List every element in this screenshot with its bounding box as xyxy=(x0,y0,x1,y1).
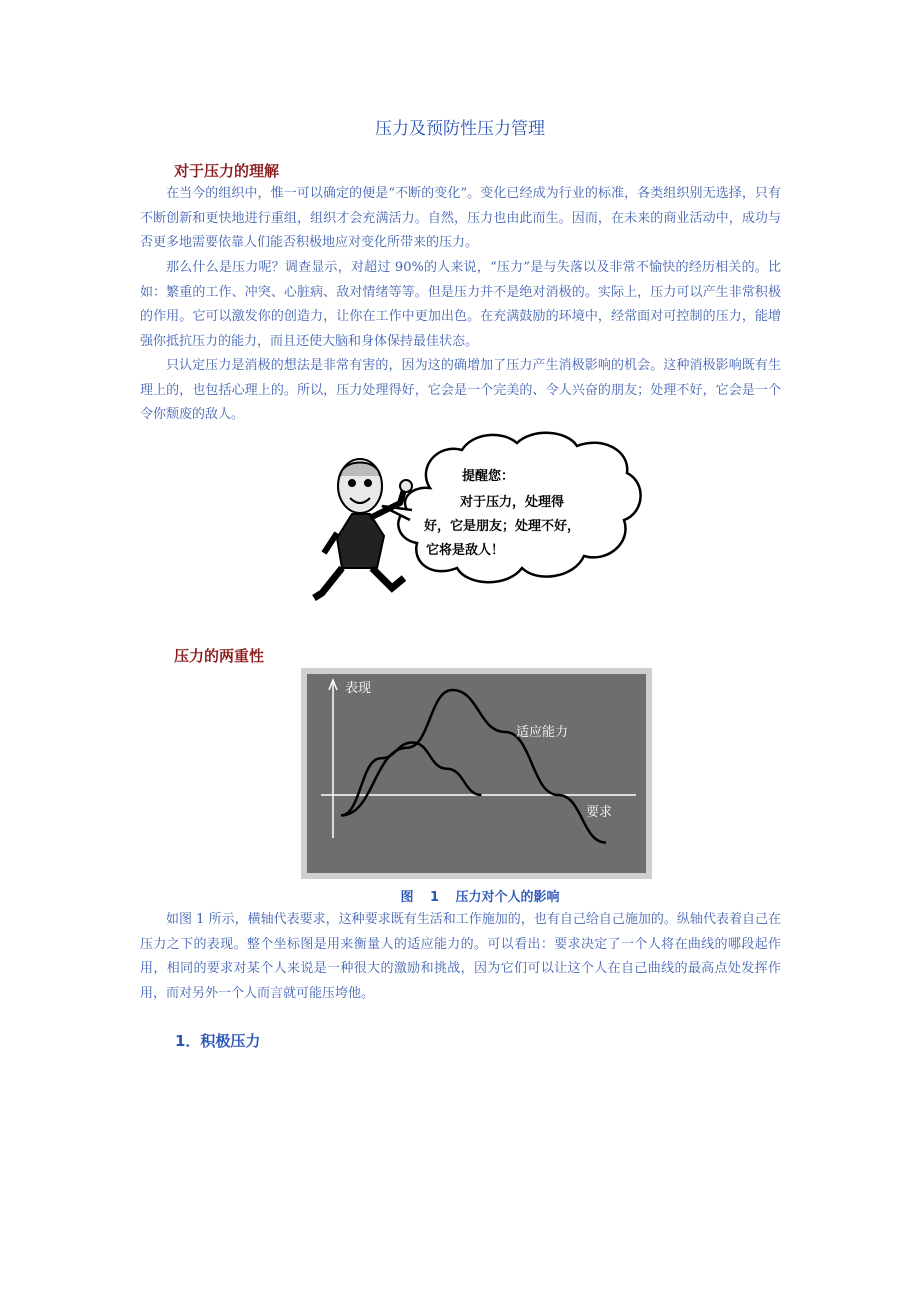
x-axis-label: 要求 xyxy=(586,805,613,820)
section-heading-understanding: 对于压力的理解 xyxy=(174,162,280,180)
bubble-line-4: 它将是敌人！ xyxy=(426,543,505,558)
annotation-adaptability: 适应能力 xyxy=(516,725,569,740)
paragraph-intro: 在当今的组织中，惟一可以确定的便是“不断的变化”。变化已经成为行业的标准，各类组织别无选择，只有不断创新和更快地进行重组，组织才会充满活力。自然，压力也由此而生。因而，在未来的商业活动中，成功与否更多地需要依靠人们能否积极地应对变化所带来的压力。 xyxy=(140,186,781,250)
cartoon-svg xyxy=(312,428,648,610)
section-heading-duality: 压力的两重性 xyxy=(174,647,265,665)
bubble-line-1: 提醒您： xyxy=(462,469,515,484)
paragraph-figure-explanation: 如图 1 所示，横轴代表要求，这种要求既有生活和工作施加的，也有自己给自己施加的。纵轴代表着自己在压力之下的表现。整个坐标图是用来衡量人的适应能力的。可以看出：要求决定了一个人将在曲线的哪段起作用，相同的要求对某个人来说是一种很大的激励和挑战，因为它们可以让这个人在自己曲线的最高点处发挥作用，而对另外一个人而言就可能压垮他。 xyxy=(140,912,781,1001)
bubble-line-2: 对于压力，处理得 xyxy=(460,495,565,510)
paragraph-negative-view: 只认定压力是消极的想法是非常有害的，因为这的确增加了压力产生消极影响的机会。这种消极影响既有生理上的，也包括心理上的。所以，压力处理得好，它会是一个完美的、令人兴奋的朋友；处理不好，它会是一个令你颓废的敌人。 xyxy=(140,358,781,422)
man-figure xyxy=(314,459,412,598)
y-axis-label: 表现 xyxy=(345,681,372,696)
cartoon-illustration xyxy=(312,428,648,610)
subsection-heading-positive-stress: 1．积极压力 xyxy=(175,1032,261,1050)
bubble-line-3: 好，它是朋友；处理不好， xyxy=(424,519,581,534)
stress-performance-chart xyxy=(301,668,652,879)
figure-caption: 图 1 压力对个人的影响 xyxy=(400,890,560,905)
chart-background xyxy=(307,674,646,873)
paragraph-what-is-stress: 那么什么是压力呢？调查显示，对超过 90%的人来说，“压力”是与失落以及非常不愉快的经历相关的。比如：繁重的工作、冲突、心脏病、敌对情绪等等。但是压力并不是绝对消极的。实际上，压力可以产生非常积极的作用。它可以激发你的创造力，让你在工作中更加出色。在充满鼓励的环境中，经常面对可控制的压力，能增强你抵抗压力的能力，而且还使大脑和身体保持最佳状态。 xyxy=(140,260,781,349)
chart-svg xyxy=(301,668,652,879)
page-title: 压力及预防性压力管理 xyxy=(375,119,545,139)
